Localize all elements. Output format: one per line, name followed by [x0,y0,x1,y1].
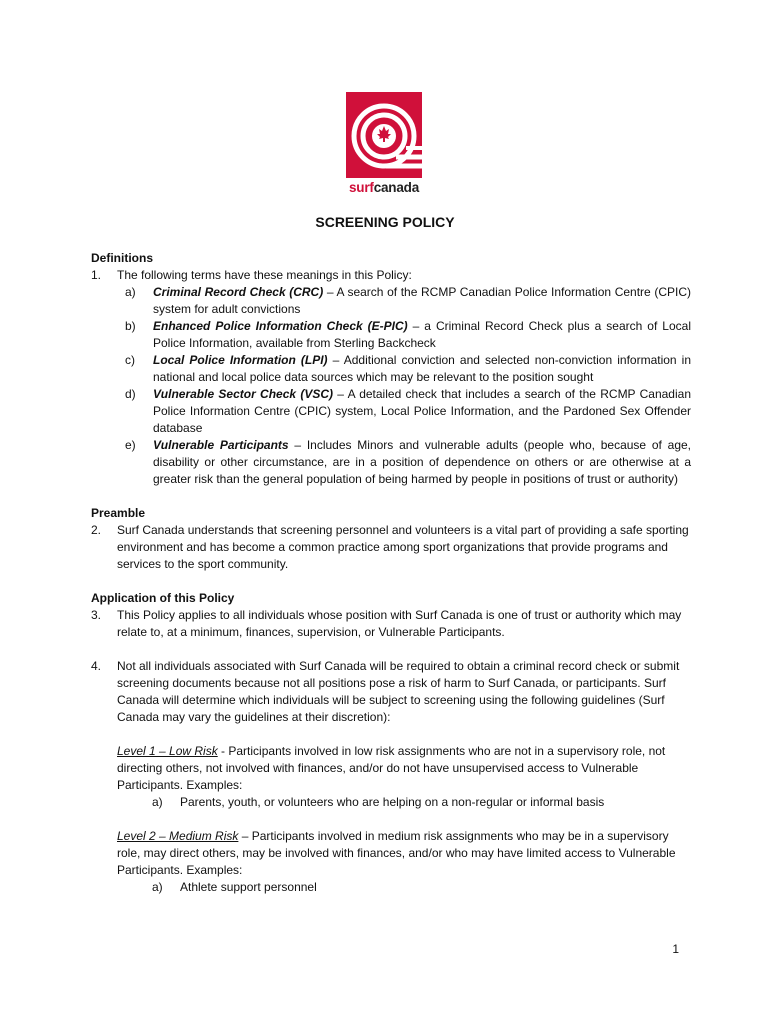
item-letter: c) [125,353,135,367]
level-2-paragraph [91,828,691,879]
definition-item [91,386,691,437]
level-name: Level 1 – Low Risk [117,744,218,758]
surf-canada-logo [336,92,432,202]
logo-wordmark [336,180,432,195]
definition-text: – a Criminal Record Check plus a search of Local Police Information, available from Sterling Backcheck [153,319,691,350]
document-body [91,250,691,896]
logo-mark-icon [336,92,432,178]
level-1-example [91,794,691,811]
definition-text: – A detailed check that includes a search of the RCMP Canadian Police Information Centre (CPIC) system, Local Police Information, and the Pardoned Sex Offender database [153,387,691,435]
definition-item [91,437,691,488]
definition-item [91,352,691,386]
item-letter: e) [125,438,136,452]
definition-term: Enhanced Police Information Check (E-PIC) [153,319,408,333]
definition-term: Vulnerable Participants [153,438,289,452]
level-text: - Participants involved in low risk assignments who are not in a supervisory role, not directing others, not involved with finances, and/or do not have unsupervised access to Vulnerable Participants. Examples: [117,744,666,792]
item-letter: a) [152,880,163,894]
page-title: SCREENING POLICY [315,214,455,230]
definitions-heading: Definitions [91,251,153,265]
clause-text: Surf Canada understands that screening personnel and volunteers is a vital part of providing a safe sporting environment and has become a common practice among sport organizations that provide programs and services to the sport community. [117,523,689,571]
level-2-example [91,879,691,896]
application-heading: Application of this Policy [91,591,235,605]
item-letter: a) [125,285,136,299]
definition-text: – Additional conviction and selected non-conviction information in national and local police data sources which may be relevant to the position sought [153,353,691,384]
level-1-paragraph [91,743,691,794]
definition-text: – Includes Minors and vulnerable adults (people who, because of age, disability or other circumstance, are in a position of dependence on others or are otherwise at a greater risk than the general population of being harmed by people in positions of trust or authority) [153,438,691,486]
clause-3 [91,607,691,641]
example-text: Athlete support personnel [180,880,317,894]
definition-item [91,284,691,318]
item-letter: a) [152,795,163,809]
definition-item [91,318,691,352]
item-letter: d) [125,387,136,401]
definition-text: – A search of the RCMP Canadian Police Information Centre (CPIC) system for adult convictions [153,285,691,316]
clause-4 [91,658,691,726]
definition-term: Vulnerable Sector Check (VSC) [153,387,334,401]
clause-text: This Policy applies to all individuals whose position with Surf Canada is one of trust or authority which may relate to, at a minimum, finances, supervision, or Vulnerable Participants. [117,608,682,639]
clause-2 [91,522,691,573]
example-text: Parents, youth, or volunteers who are helping on a non-regular or informal basis [180,795,605,809]
logo-canada-text: canada [373,180,420,195]
clause-number: 1. [91,268,102,282]
definition-term: Local Police Information (LPI) [153,353,328,367]
level-text: – Participants involved in medium risk assignments who may be in a supervisory role, may direct others, may be involved with finances, and/or who may have limited access to Vulnerable Participants. Examples: [117,829,676,877]
page-number: 1 [672,942,679,956]
item-letter: b) [125,319,136,333]
level-name: Level 2 – Medium Risk [117,829,239,843]
clause-number: 2. [91,523,102,537]
clause-number: 4. [91,659,102,673]
clause-text: The following terms have these meanings in this Policy: [117,268,412,282]
definition-term: Criminal Record Check (CRC) [153,285,324,299]
clause-1 [91,267,691,284]
logo-surf-text: surf [348,180,374,195]
preamble-heading: Preamble [91,506,146,520]
clause-number: 3. [91,608,102,622]
clause-text: Not all individuals associated with Surf Canada will be required to obtain a criminal record check or submit screening documents because not all positions pose a risk of harm to Surf Canada, or participants. Surf Canada will determine which individuals will be subject to screening using the following guidelines (Surf Canada may vary the guidelines at their discretion): [117,659,680,724]
